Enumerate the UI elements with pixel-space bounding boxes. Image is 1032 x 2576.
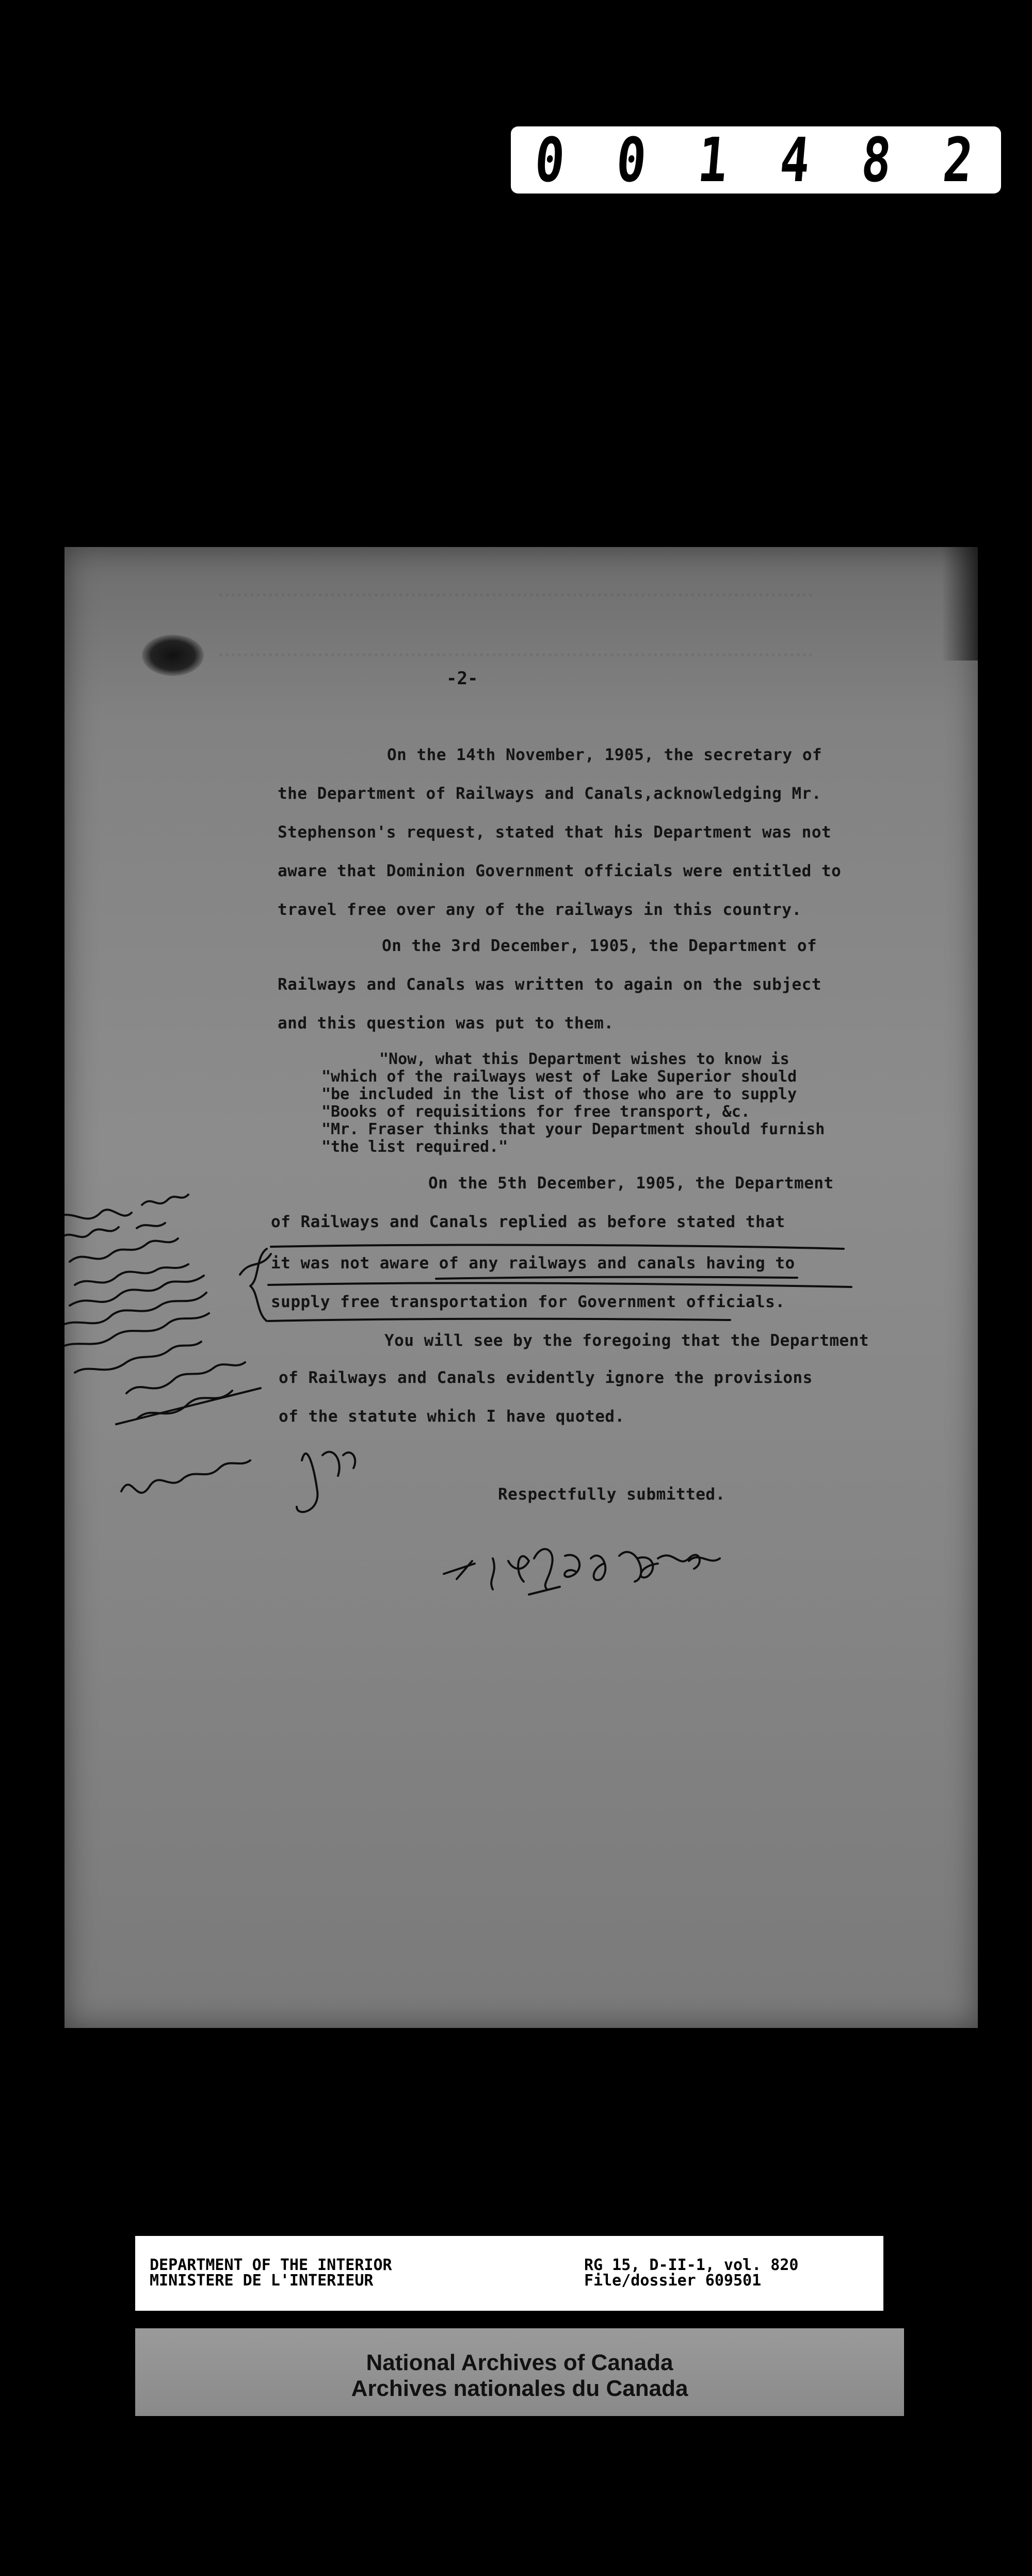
frame-digit: 0 [531,124,572,196]
quote-line: "Mr. Fraser thinks that your Department should furnish [321,1120,825,1138]
department-french: MINISTERE DE L'INTERIEUR [150,2272,374,2290]
paragraph1-line: On the 14th November, 1905, the secretary of [387,746,823,764]
quote-line: "Books of requisitions for free transport, &c. [321,1103,750,1121]
frame-digit: 0 [614,124,653,196]
paragraph4-line: You will see by the foregoing that the Department [384,1331,869,1350]
archives-banner [135,2328,904,2416]
paragraph3-line: it was not aware of any railways and canals having to [271,1254,795,1273]
paragraph2-line: Railways and Canals was written to again on the subject [278,975,821,994]
quote-line: "Now, what this Department wishes to know is [379,1050,789,1068]
frame-digit: 2 [940,124,980,196]
paragraph2-line: and this question was put to them. [278,1014,614,1033]
paragraph1-line: travel free over any of the railways in this country. [278,900,802,919]
paragraph1-line: the Department of Railways and Canals,acknowledging Mr. [278,784,821,803]
paragraph1-line: Stephenson's request, stated that his Department was not [278,823,832,842]
frame-digit: 4 [777,124,817,196]
paragraph3-line: On the 5th December, 1905, the Department [428,1174,834,1193]
frame-digit: 8 [859,124,898,196]
frame-digit: 1 [695,124,735,196]
archive-reference-label [135,2236,883,2311]
record-group-reference: RG 15, D-II-1, vol. 820 [584,2256,799,2274]
document-page [64,547,978,2028]
paragraph3-line: supply free transportation for Government officials. [271,1293,785,1311]
quote-line: "which of the railways west of Lake Superior should [321,1068,797,1086]
handwritten-markings [64,547,978,2028]
paragraph2-line: On the 3rd December, 1905, the Department of [382,937,817,955]
department-english: DEPARTMENT OF THE INTERIOR [150,2256,392,2274]
quote-line: "the list required." [321,1138,508,1156]
paragraph4-line: of the statute which I have quoted. [279,1407,625,1426]
frame-number-plate [511,126,1001,194]
closing-text: Respectfully submitted. [498,1485,725,1504]
archives-name-english: National Archives of Canada [366,2350,673,2375]
paragraph4-line: of Railways and Canals evidently ignore the provisions [279,1369,813,1387]
page-number: -2- [446,668,478,689]
paragraph1-line: aware that Dominion Government officials were entitled to [278,862,842,880]
paragraph3-line: of Railways and Canals replied as before stated that [271,1213,785,1231]
quote-line: "be included in the list of those who are to supply [321,1085,797,1103]
file-reference: File/dossier 609501 [584,2272,762,2290]
archives-name-french: Archives nationales du Canada [351,2376,688,2401]
